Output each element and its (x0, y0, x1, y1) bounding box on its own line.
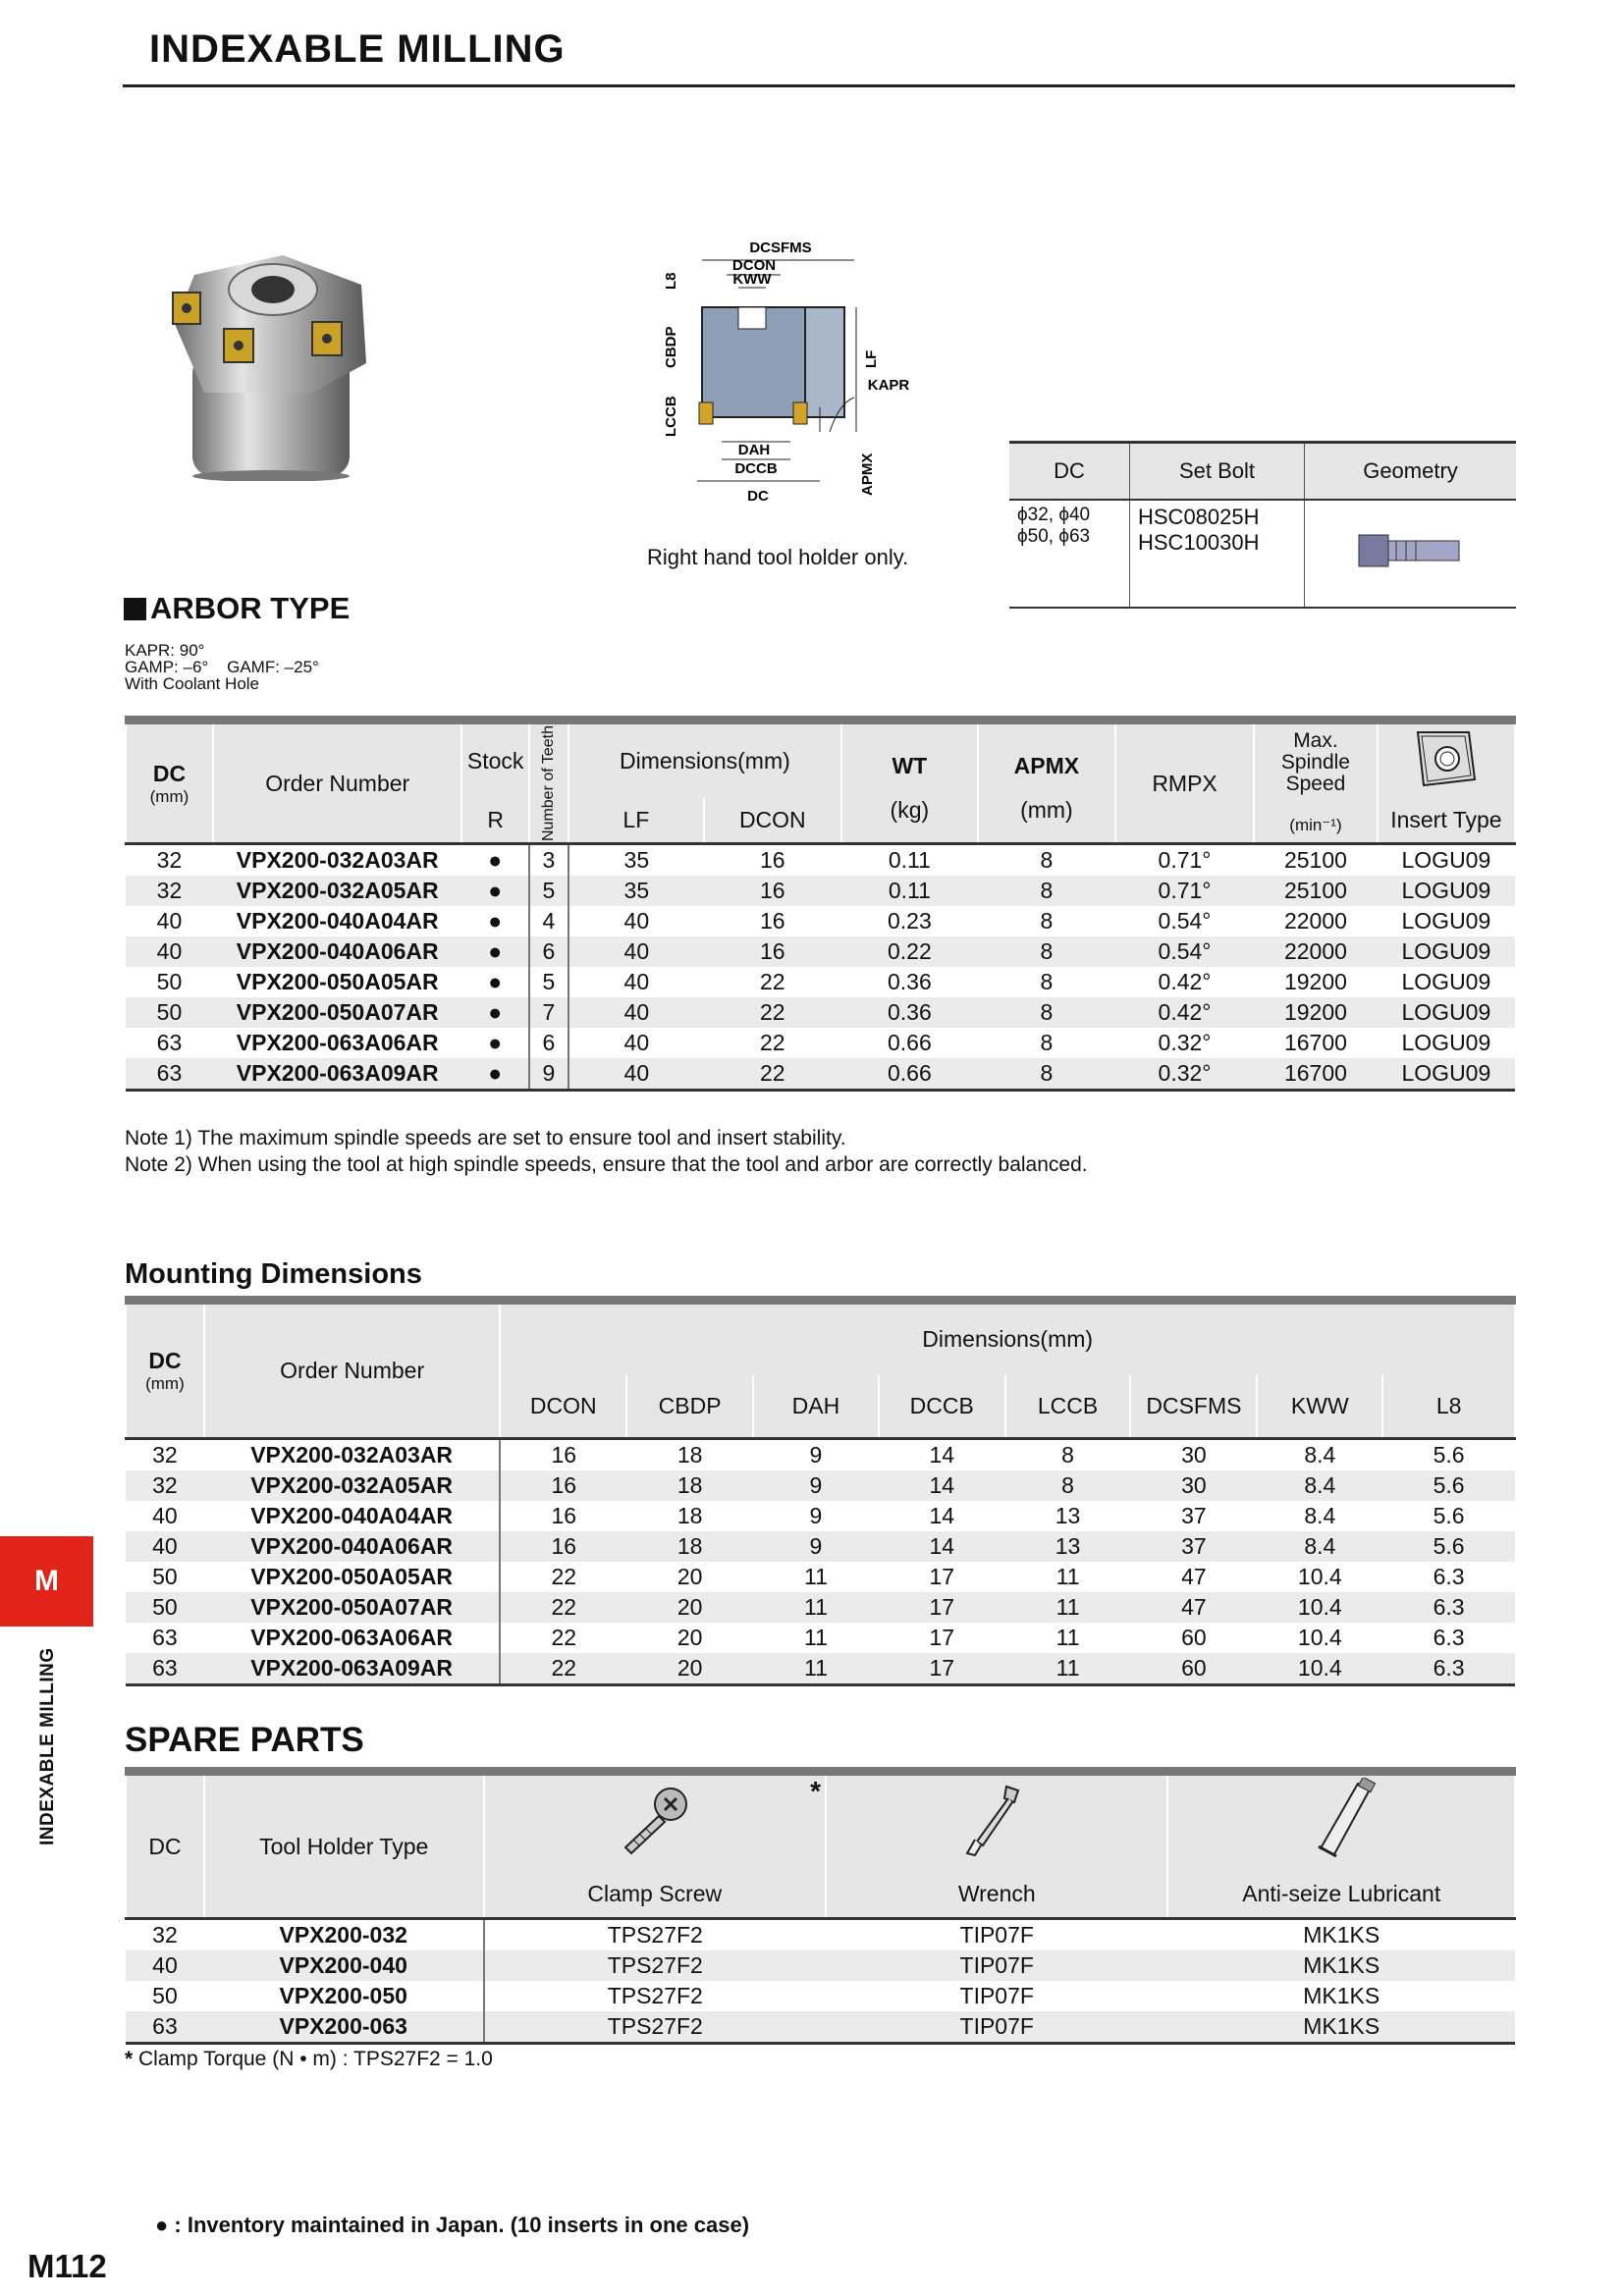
label-dccb: DCCB (734, 460, 778, 477)
mount-cell-cbdp: 18 (626, 1531, 753, 1562)
arbor-cell-dc: 32 (126, 844, 213, 877)
mount-cell-kww: 8.4 (1304, 1503, 1336, 1528)
wrench-icon (957, 1781, 1036, 1859)
spare-cell-tool-holder-type: VPX200-063 (204, 2011, 484, 2044)
mount-cell-dcsfms: 37 (1181, 1503, 1207, 1528)
arbor-cell-dc: 50 (126, 997, 213, 1028)
bolt-dc-1: ϕ32, ϕ40 (1017, 505, 1091, 525)
label-kww: KWW (732, 271, 772, 288)
mount-cell-cbdp: 20 (626, 1592, 753, 1623)
arbor-col-lf: LF (568, 798, 704, 843)
mount-cell-cbdp: 20 (626, 1653, 753, 1685)
spare-cell-wrench: TIP07F (959, 1983, 1034, 2008)
spare-col-lube: Anti-seize Lubricant (1167, 1870, 1515, 1919)
arbor-cell-dc: 63 (126, 1058, 213, 1091)
mount-cell-dcsfms: 60 (1130, 1653, 1257, 1685)
mount-cell-order-number: VPX200-040A04AR (250, 1503, 454, 1528)
mount-cell-order-number: VPX200-063A06AR (250, 1625, 454, 1650)
mount-cell-dcsfms: 30 (1130, 1439, 1257, 1471)
arbor-cell-apmx: 8 (978, 997, 1115, 1028)
mount-col-dc-unit: (mm) (145, 1374, 185, 1393)
arbor-cell-rmpx: 0.54° (1115, 936, 1254, 967)
mounting-table (125, 1296, 1516, 1686)
spare-cell-lubricant: MK1KS (1167, 1950, 1515, 1981)
arbor-cell-teeth: 5 (529, 876, 568, 906)
mount-cell-dah: 11 (803, 1564, 828, 1589)
spare-cell-dc: 50 (152, 1983, 178, 2008)
arbor-cell-dc: 32 (126, 876, 213, 906)
mount-cell-dcsfms: 47 (1181, 1564, 1207, 1589)
torque-note: * Clamp Torque (N • m) : TPS27F2 = 1.0 (125, 2048, 493, 2070)
mount-cell-order-number: VPX200-063A09AR (204, 1653, 500, 1685)
arbor-cell-dcon: 16 (704, 936, 841, 967)
label-dc: DC (747, 488, 769, 505)
arbor-cell-order-number: VPX200-050A07AR (213, 997, 462, 1028)
arbor-cell-rmpx: 0.42° (1158, 969, 1212, 994)
mount-cell-dcon: 22 (500, 1653, 626, 1685)
arbor-cell-lf: 40 (568, 967, 704, 997)
arbor-cell-wt: 0.36 (887, 969, 932, 994)
spare-cell-wrench: TIP07F (826, 1950, 1167, 1981)
spare-row (126, 1981, 1515, 2011)
mount-cell-dc: 50 (126, 1592, 204, 1623)
arbor-cell-insert-type: LOGU09 (1401, 969, 1491, 994)
bolt-header-geometry: Geometry (1305, 443, 1517, 501)
arbor-col-speed: Max. Spindle Speed (1280, 729, 1350, 795)
label-kapr: KAPR (867, 377, 910, 394)
mount-cell-dc: 63 (152, 1625, 178, 1650)
spare-star-mark: * (810, 1776, 822, 1806)
spare-cell-tool-holder-type: VPX200-032 (204, 1919, 484, 1951)
mount-cell-dccb: 17 (929, 1625, 955, 1650)
arbor-cell-apmx: 8 (978, 1058, 1115, 1091)
mount-row (126, 1623, 1515, 1653)
mount-cell-dcon: 22 (500, 1562, 626, 1592)
mount-cell-dcsfms: 30 (1130, 1470, 1257, 1501)
spare-cell-wrench: TIP07F (826, 1919, 1167, 1951)
arbor-col-wt-unit: (kg) (890, 797, 930, 823)
mount-col-dccb: DCCB (879, 1375, 1005, 1439)
arbor-cell-max-speed: 25100 (1254, 876, 1378, 906)
arbor-specs (125, 642, 319, 692)
arbor-cell-wt: 0.36 (841, 997, 978, 1028)
mount-cell-kww: 10.4 (1257, 1592, 1382, 1623)
spare-cell-tool-holder-type: VPX200-040 (204, 1950, 484, 1981)
mount-cell-lccb: 8 (1005, 1470, 1131, 1501)
section-side-label: INDEXABLE MILLING (37, 1647, 58, 1845)
arbor-col-dc: DC (152, 760, 187, 786)
arbor-cell-rmpx: 0.32° (1158, 1030, 1212, 1055)
arbor-cell-max-speed: 16700 (1283, 1030, 1347, 1055)
arbor-cell-insert-type: LOGU09 (1401, 908, 1491, 934)
mount-cell-order-number: VPX200-050A05AR (250, 1564, 454, 1589)
arbor-cell-wt: 0.11 (841, 876, 978, 906)
arbor-cell-dcon: 22 (760, 1030, 785, 1055)
spare-cell-lubricant: MK1KS (1167, 1919, 1515, 1951)
arbor-cell-teeth: 6 (529, 1028, 568, 1058)
mount-cell-cbdp: 18 (676, 1503, 703, 1528)
mount-cell-dccb: 14 (879, 1470, 1005, 1501)
mount-col-dc: DC (148, 1348, 182, 1373)
arbor-cell-wt: 0.66 (887, 1030, 932, 1055)
spare-col-dc: DC (126, 1772, 204, 1919)
mount-cell-kww: 8.4 (1257, 1531, 1382, 1562)
mount-cell-lccb: 13 (1055, 1503, 1081, 1528)
arbor-cell-order-number: VPX200-032A03AR (213, 844, 462, 877)
label-l8: L8 (663, 272, 679, 290)
arbor-row (126, 967, 1515, 997)
arbor-cell-teeth: 7 (529, 997, 568, 1028)
spare-row (126, 1919, 1515, 1951)
arbor-col-dims: Dimensions(mm) (568, 721, 841, 799)
bolt-header-set-bolt: Set Bolt (1130, 443, 1305, 501)
mount-cell-dc: 32 (126, 1470, 204, 1501)
arbor-cell-rmpx: 0.54° (1158, 908, 1212, 934)
spare-cell-clamp-screw: TPS27F2 (484, 2011, 827, 2044)
arbor-cell-teeth: 9 (529, 1058, 568, 1091)
mount-row (126, 1470, 1515, 1501)
mount-cell-dcsfms: 37 (1130, 1531, 1257, 1562)
arbor-col-stock-r: R (461, 798, 528, 843)
mount-row (126, 1439, 1515, 1471)
mount-cell-cbdp: 18 (626, 1439, 753, 1471)
arbor-cell-rmpx: 0.42° (1115, 997, 1254, 1028)
arbor-cell-max-speed: 22000 (1254, 936, 1378, 967)
arbor-cell-dcon: 16 (760, 908, 785, 934)
mount-cell-cbdp: 20 (676, 1625, 703, 1650)
insert-icon (1412, 726, 1481, 791)
mount-cell-dah: 9 (809, 1503, 823, 1528)
mount-cell-dcon: 16 (500, 1501, 626, 1531)
mount-cell-dccb: 14 (879, 1531, 1005, 1562)
arbor-cell-order-number: VPX200-063A06AR (236, 1030, 439, 1055)
label-dcsfms: DCSFMS (749, 240, 812, 256)
mount-cell-dccb: 17 (879, 1653, 1005, 1685)
set-bolt-geometry-icon (1357, 531, 1465, 570)
mount-col-lccb: LCCB (1005, 1375, 1131, 1439)
mount-cell-dcsfms: 60 (1181, 1625, 1207, 1650)
heading-square-icon (124, 598, 146, 620)
inventory-footer: ● : Inventory maintained in Japan. (10 inserts in one case) (155, 2213, 750, 2237)
spare-cell-dc: 32 (126, 1919, 204, 1951)
arbor-cell-order-number: VPX200-063A09AR (213, 1058, 462, 1091)
arbor-col-apmx-unit: (mm) (1020, 797, 1073, 823)
spare-parts-table (125, 1767, 1516, 2045)
spare-col-wrench: Wrench (826, 1870, 1167, 1919)
arbor-cell-max-speed: 22000 (1283, 908, 1347, 934)
arbor-cell-dcon: 22 (704, 1058, 841, 1091)
title-rule (123, 84, 1515, 87)
mount-cell-dc: 63 (126, 1653, 204, 1685)
bolt-header-dc: DC (1009, 443, 1130, 501)
spare-cell-clamp-screw: TPS27F2 (484, 1950, 827, 1981)
arbor-col-insert: Insert Type (1378, 798, 1515, 843)
arbor-cell-stock: ● (461, 997, 528, 1028)
mount-cell-kww: 8.4 (1257, 1470, 1382, 1501)
mount-cell-lccb: 11 (1055, 1564, 1080, 1589)
mount-cell-lccb: 11 (1005, 1653, 1131, 1685)
arbor-cell-max-speed: 16700 (1254, 1058, 1378, 1091)
arbor-cell-apmx: 8 (1040, 969, 1054, 994)
mount-cell-dccb: 14 (879, 1439, 1005, 1471)
label-cbdp: CBDP (663, 326, 679, 368)
stock-dot-icon: ● (155, 2213, 169, 2237)
bolt-name-1: HSC08025H (1138, 505, 1260, 529)
mount-cell-lccb: 11 (1005, 1592, 1131, 1623)
mount-cell-cbdp: 20 (676, 1564, 703, 1589)
spare-cell-lubricant: MK1KS (1303, 1983, 1380, 2008)
mount-col-order: Order Number (204, 1301, 500, 1439)
arbor-row (126, 1058, 1515, 1091)
arbor-note-1: Note 1) The maximum spindle speeds are set to ensure tool and insert stability. (125, 1127, 846, 1149)
mount-cell-cbdp: 18 (626, 1470, 753, 1501)
arbor-cell-stock: ● (461, 936, 528, 967)
mount-cell-l8: 6.3 (1382, 1653, 1515, 1685)
mount-row (126, 1531, 1515, 1562)
mount-cell-kww: 10.4 (1297, 1625, 1342, 1650)
label-dcon: DCON (731, 257, 777, 274)
arbor-cell-dcon: 22 (704, 997, 841, 1028)
arbor-cell-stock: ● (488, 1030, 503, 1055)
arbor-row (126, 997, 1515, 1028)
arbor-cell-insert-type: LOGU09 (1378, 844, 1515, 877)
mount-cell-dc: 32 (126, 1439, 204, 1471)
mount-cell-dc: 50 (152, 1564, 178, 1589)
mount-cell-dcon: 16 (500, 1470, 626, 1501)
mount-col-l8: L8 (1382, 1375, 1515, 1439)
arbor-note-2: Note 2) When using the tool at high spindle speeds, ensure that the tool and arbor are correctly balanced. (125, 1153, 1088, 1176)
arbor-cell-max-speed: 19200 (1254, 997, 1378, 1028)
torque-star-icon: * (125, 2048, 139, 2070)
arbor-col-teeth: Number of Teeth (539, 725, 557, 841)
mount-row (126, 1653, 1515, 1685)
spare-cell-lubricant: MK1KS (1167, 2011, 1515, 2044)
spare-cell-dc: 63 (126, 2011, 204, 2044)
mount-cell-dcon: 16 (500, 1531, 626, 1562)
mount-cell-dcsfms: 47 (1130, 1592, 1257, 1623)
arbor-cell-insert-type: LOGU09 (1378, 936, 1515, 967)
mount-cell-dah: 11 (803, 1625, 828, 1650)
arbor-col-dcon: DCON (704, 798, 841, 843)
arbor-cell-insert-type: LOGU09 (1378, 1058, 1515, 1091)
arbor-cell-dc: 40 (156, 908, 183, 934)
arbor-col-apmx: APMX (1013, 753, 1080, 778)
arbor-cell-lf: 40 (568, 997, 704, 1028)
mount-cell-l8: 5.6 (1433, 1503, 1465, 1528)
arbor-cell-lf: 40 (568, 936, 704, 967)
spec-gamp: GAMP: –6° GAMF: –25° (125, 658, 319, 676)
spare-cell-dc: 40 (126, 1950, 204, 1981)
page-number: M112 (27, 2248, 107, 2284)
mount-cell-dccb: 14 (929, 1503, 955, 1528)
mount-cell-dccb: 17 (929, 1564, 955, 1589)
bolt-dc-2: ϕ50, ϕ63 (1017, 526, 1091, 547)
arbor-cell-teeth: 6 (529, 936, 568, 967)
mount-col-dims: Dimensions(mm) (500, 1301, 1515, 1375)
arbor-col-rmpx: RMPX (1115, 721, 1254, 844)
mount-col-cbdp: CBDP (626, 1375, 753, 1439)
mount-cell-dc: 40 (126, 1531, 204, 1562)
mount-cell-dc: 40 (152, 1503, 178, 1528)
mount-cell-kww: 10.4 (1257, 1653, 1382, 1685)
mount-cell-lccb: 8 (1005, 1439, 1131, 1471)
dimension-drawing (628, 231, 962, 515)
mount-cell-lccb: 11 (1055, 1625, 1080, 1650)
arbor-cell-apmx: 8 (978, 876, 1115, 906)
mount-col-kww: KWW (1257, 1375, 1382, 1439)
arbor-cell-dc: 50 (156, 969, 183, 994)
arbor-cell-stock: ● (461, 844, 528, 877)
arbor-cell-insert-type: LOGU09 (1378, 876, 1515, 906)
arbor-cell-order-number: VPX200-040A04AR (236, 908, 439, 934)
arbor-row (126, 936, 1515, 967)
arbor-type-heading: ARBOR TYPE (124, 591, 350, 626)
mount-cell-dah: 9 (753, 1531, 879, 1562)
drawing-caption: Right hand tool holder only. (647, 545, 909, 569)
arbor-cell-max-speed: 19200 (1283, 969, 1347, 994)
arbor-cell-apmx: 8 (978, 844, 1115, 877)
arbor-cell-apmx: 8 (978, 936, 1115, 967)
arbor-cell-stock: ● (488, 908, 503, 934)
spare-row (126, 2011, 1515, 2044)
arbor-cell-teeth: 3 (529, 844, 568, 877)
spare-cell-tool-holder-type: VPX200-050 (279, 1983, 407, 2008)
mount-cell-dah: 9 (753, 1470, 879, 1501)
mount-cell-kww: 8.4 (1257, 1439, 1382, 1471)
mount-cell-l8: 5.6 (1382, 1470, 1515, 1501)
arbor-cell-dcon: 16 (704, 844, 841, 877)
mount-cell-order-number: VPX200-032A03AR (204, 1439, 500, 1471)
mount-cell-order-number: VPX200-032A05AR (204, 1470, 500, 1501)
arbor-cell-order-number: VPX200-032A05AR (213, 876, 462, 906)
arbor-col-dc-unit: (mm) (149, 786, 189, 806)
mount-col-dcon: DCON (500, 1375, 626, 1439)
arbor-row (126, 906, 1515, 936)
mounting-heading: Mounting Dimensions (125, 1258, 422, 1290)
mount-cell-l8: 5.6 (1382, 1439, 1515, 1471)
spare-cell-clamp-screw: TPS27F2 (484, 1981, 827, 2011)
arbor-col-wt: WT (892, 753, 928, 778)
spec-kapr: KAPR: 90° (125, 641, 205, 660)
arbor-cell-lf: 35 (568, 876, 704, 906)
bolt-name-2: HSC10030H (1138, 530, 1260, 555)
arbor-cell-teeth: 5 (529, 967, 568, 997)
arbor-cell-lf: 40 (568, 1028, 704, 1058)
arbor-table (125, 716, 1516, 1092)
arbor-cell-stock: ● (488, 969, 503, 994)
arbor-cell-order-number: VPX200-050A05AR (236, 969, 439, 994)
label-apmx: APMX (859, 453, 876, 496)
arbor-col-speed-unit: (min⁻¹) (1289, 816, 1342, 834)
section-tab[interactable]: M (0, 1536, 93, 1627)
arbor-cell-rmpx: 0.32° (1115, 1058, 1254, 1091)
mount-cell-lccb: 13 (1005, 1531, 1131, 1562)
mount-cell-l8: 5.6 (1382, 1531, 1515, 1562)
label-lf: LF (863, 349, 880, 368)
spec-coolant: With Coolant Hole (125, 674, 260, 693)
mount-cell-kww: 10.4 (1297, 1564, 1342, 1589)
spare-cell-wrench: TIP07F (826, 2011, 1167, 2044)
spare-row (126, 1950, 1515, 1981)
mount-row (126, 1501, 1515, 1531)
mount-col-dah: DAH (753, 1375, 879, 1439)
mount-cell-dah: 11 (753, 1592, 879, 1623)
arbor-cell-wt: 0.11 (841, 844, 978, 877)
arbor-cell-lf: 35 (568, 844, 704, 877)
label-dah: DAH (737, 442, 771, 458)
arbor-cell-rmpx: 0.71° (1115, 844, 1254, 877)
mount-cell-l8: 6.3 (1382, 1592, 1515, 1623)
mount-cell-l8: 6.3 (1433, 1625, 1465, 1650)
arbor-cell-wt: 0.22 (841, 936, 978, 967)
label-lccb: LCCB (663, 396, 679, 437)
arbor-cell-dcon: 22 (760, 969, 785, 994)
mount-col-dcsfms: DCSFMS (1130, 1375, 1257, 1439)
arbor-cell-teeth: 4 (529, 906, 568, 936)
cutter-photo (165, 245, 371, 481)
arbor-row (126, 844, 1515, 877)
arbor-cell-dc: 40 (126, 936, 213, 967)
arbor-col-order: Order Number (213, 721, 462, 844)
mount-row (126, 1592, 1515, 1623)
spare-parts-heading: SPARE PARTS (125, 1721, 364, 1759)
arbor-cell-dc: 63 (156, 1030, 183, 1055)
arbor-cell-order-number: VPX200-040A06AR (213, 936, 462, 967)
arbor-cell-max-speed: 25100 (1254, 844, 1378, 877)
mount-cell-dcon: 22 (500, 1623, 626, 1653)
mount-cell-dah: 9 (753, 1439, 879, 1471)
mount-cell-dccb: 17 (879, 1592, 1005, 1623)
mount-row (126, 1562, 1515, 1592)
mount-cell-dcon: 16 (500, 1439, 626, 1471)
mount-cell-dcon: 22 (500, 1592, 626, 1623)
mount-cell-l8: 6.3 (1433, 1564, 1465, 1589)
set-bolt-table (1009, 441, 1516, 609)
arbor-cell-apmx: 8 (1040, 1030, 1054, 1055)
arbor-row (126, 1028, 1515, 1058)
mount-cell-order-number: VPX200-040A06AR (204, 1531, 500, 1562)
lubricant-tube-icon (1297, 1778, 1385, 1862)
spare-cell-clamp-screw: TPS27F2 (484, 1919, 827, 1951)
arbor-cell-wt: 0.23 (887, 908, 932, 934)
arbor-cell-lf: 40 (568, 1058, 704, 1091)
arbor-row (126, 876, 1515, 906)
mount-cell-order-number: VPX200-050A07AR (204, 1592, 500, 1623)
arbor-cell-insert-type: LOGU09 (1378, 997, 1515, 1028)
clamp-screw-icon (616, 1783, 694, 1857)
arbor-cell-wt: 0.66 (841, 1058, 978, 1091)
arbor-cell-apmx: 8 (1040, 908, 1054, 934)
arbor-col-stock: Stock (461, 721, 528, 799)
page-title: INDEXABLE MILLING (149, 27, 566, 71)
arbor-cell-stock: ● (461, 876, 528, 906)
arbor-cell-rmpx: 0.71° (1115, 876, 1254, 906)
spare-col-clamp: Clamp Screw (484, 1870, 827, 1919)
mount-cell-dah: 11 (753, 1653, 879, 1685)
spare-col-type: Tool Holder Type (204, 1772, 484, 1919)
arbor-cell-stock: ● (461, 1058, 528, 1091)
arbor-cell-insert-type: LOGU09 (1401, 1030, 1491, 1055)
arbor-cell-lf: 40 (568, 906, 704, 936)
arbor-cell-dcon: 16 (704, 876, 841, 906)
